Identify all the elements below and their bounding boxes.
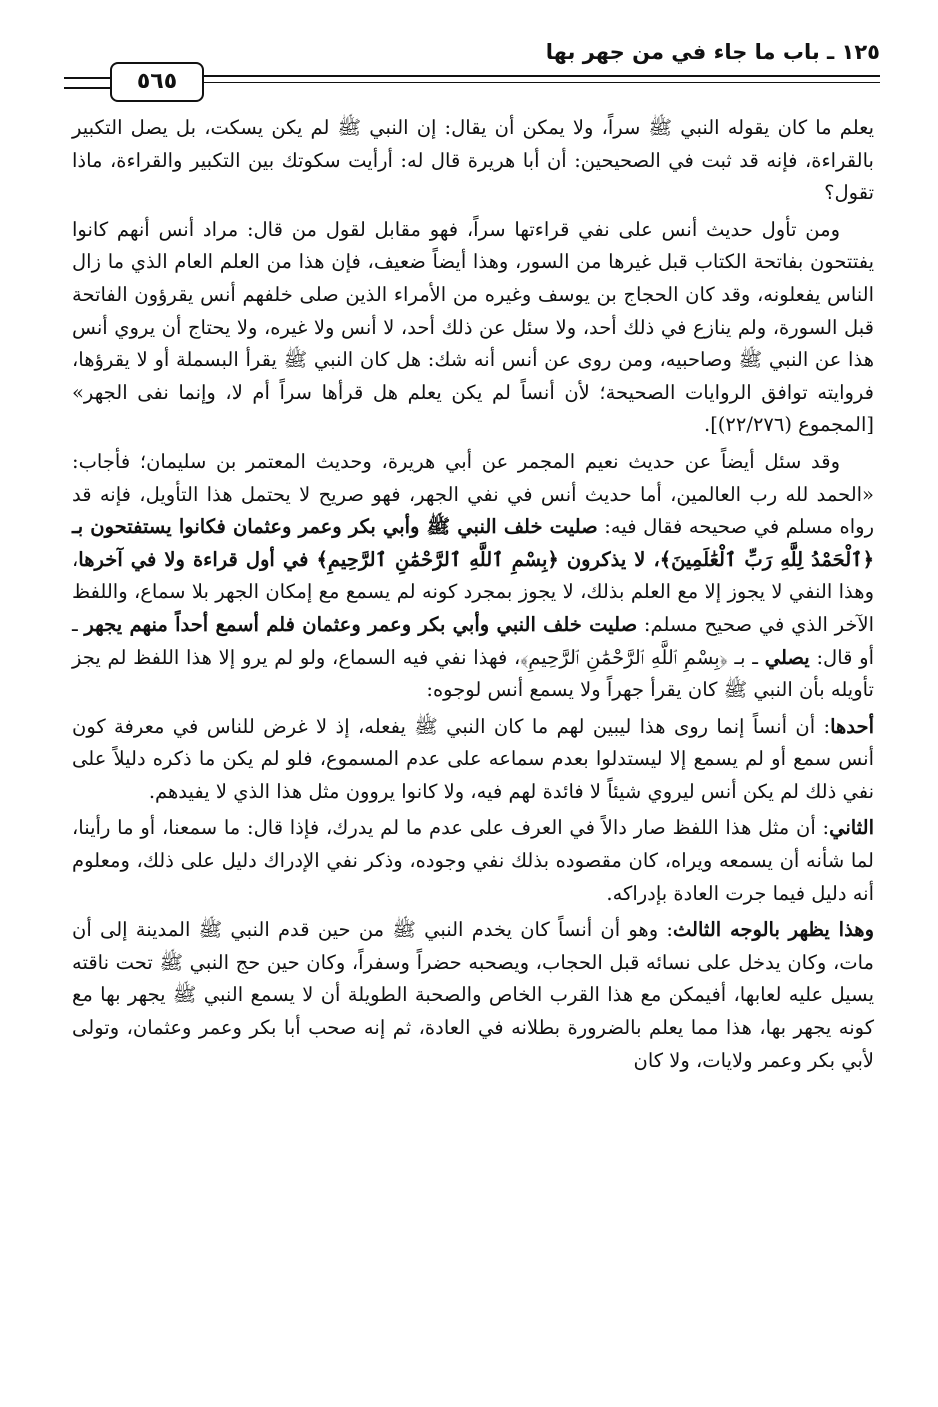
page-header [64, 40, 880, 102]
chapter-title: ١٢٥ ـ باب ما جاء في من جهر بها [545, 40, 880, 64]
text-segment: ، وهذا النفي لا يجوز إلا مع العلم بذلك، لا يجوز بمجرد كونه لم يسمع مع إمكان الجهر بلا سماع، واللفظ الآخر الذي في صحيح مسلم: [72, 547, 874, 636]
paragraph-1 [72, 112, 874, 210]
hadith-quote: يصلي [764, 645, 810, 669]
paragraph-6 [72, 914, 874, 1077]
section-heading: الثاني [829, 816, 874, 840]
hadith-quote: صليت خلف النبي ﷺ وأبي بكر وعمر وعثمان فكانوا يستفتحون بـ ﴿ٱلْحَمْدُ لِلَّهِ رَبِّ ٱلْعَٰلَمِينَ﴾، لا يذكرون ﴿بِسْمِ ٱللَّهِ ٱلرَّحْمَٰنِ ٱلرَّحِيمِ﴾ في أول قراءة ولا في آخرها [72, 515, 874, 571]
section-heading: وهذا يظهر بالوجه الثالث [672, 918, 875, 942]
paragraph-4 [72, 711, 874, 809]
text-segment: ـ أو قال: [72, 612, 875, 669]
ornament-double-line [64, 77, 110, 89]
header-rule [204, 75, 880, 83]
paragraph-3 [72, 446, 874, 707]
section-heading: أحدها [830, 714, 874, 738]
text-segment: ومن تأول حديث أنس على نفي قراءتها سراً، فهو مقابل لقول من قال: مراد أنس أنهم كانوا يفتتحون بفاتحة الكتاب قبل غيرها من السور، وهذا أيضاً ضعيف، فإن هذا من العلم العام الذي ما زال الناس يفعلونه، وقد كان الحجاج بن يوسف وغيره من الأمراء الذين صلى خلفهم أنس يقرؤون الفاتحة قبل السورة، ولم ينازع في ذلك أحد، ولا سئل عن ذلك أحد، لا أنس ولا غيره، ولا يحتاج أن يروي أنس هذا عن النبي ﷺ وصاحبيه، ومن روى عن أنس أنه شك: هل كان النبي ﷺ يقرأ البسملة أو لا يقرؤها، فروايته توافق الروايات الصحيحة؛ لأن أنساً لم يكن يعلم هل قرأها سراً أم لا، وإنما نفى الجهر» [المجموع (٢٢/٢٧٦)]. [72, 217, 874, 437]
paragraph-5 [72, 812, 874, 910]
body-text [72, 112, 874, 1081]
hadith-quote: صليت خلف النبي وأبي بكر وعمر وعثمان فلم أسمع أحداً منهم يجهر [84, 612, 638, 636]
text-segment: : أن أنساً إنما روى هذا ليبين لهم ما كان النبي ﷺ يفعله، إذ لا غرض للناس في معرفة كون أنس سمع أو لم يسمع إلا ليستدلوا بعدم سماعه على عدم المسموع، فلو لم يكن ما ذكره دليلاً على نفي ذلك لم يكن أنس ليروي شيئاً لا فائدة لهم فيه، ولا كانوا يروون مثل هذا الذي لا يفيدهم. [72, 714, 874, 803]
paragraph-2 [72, 214, 874, 442]
text-segment: ـ بـ ﴿بِسْمِ ٱللَّهِ ٱلرَّحْمَٰنِ ٱلرَّحِيمِ﴾، فهذا نفي فيه السماع، ولو لم يرو إلا هذا اللفظ لم يجز تأويله بأن النبي ﷺ كان يقرأ جهراً ولا يسمع أنس لوجوه: [72, 645, 874, 702]
text-segment: : وهو أن أنساً كان يخدم النبي ﷺ من حين قدم النبي ﷺ المدينة إلى أن مات، وكان يدخل على نسائه قبل الحجاب، ويصحبه حضراً وسفراً، وكان حين حج النبي ﷺ تحت ناقته يسيل عليه لعابها، أفيمكن مع هذا القرب الخاص والصحبة الطويلة أن لا يسمع النبي ﷺ يجهر بها مع كونه يجهر بها، هذا مما يعلم بالضرورة بطلانه في العادة، ثم إنه صحب أبا بكر وعمر وعثمان، وتولى لأبي بكر وعمر ولايات، ولا كان [72, 918, 874, 1072]
text-segment: يعلم ما كان يقوله النبي ﷺ سراً، ولا يمكن أن يقال: إن النبي ﷺ لم يكن يسكت، بل يصل التكبير بالقراءة، فإنه قد ثبت في الصحيحين: أن أبا هريرة قال له: أرأيت سكوتك بين التكبير والقراءة، ماذا تقول؟ [72, 116, 874, 205]
text-segment: وقد سئل أيضاً عن حديث نعيم المجمر عن أبي هريرة، وحديث المعتمر بن سليمان؛ فأجاب: «الحمد لله رب العالمين، أما حديث أنس في نفي الجهر، فهو صريح لا يحتمل هذا التأويل، فإنه قد رواه مسلم في صحيحه فقال فيه: [72, 449, 875, 539]
text-segment: : أن مثل هذا اللفظ صار دالاً في العرف على عدم ما لم يدرك، فإذا قال: ما سمعنا، أو ما رأينا، لما شأنه أن يسمعه ويراه، كان مقصوده بذلك نفي وجوده، وذكر نفي الإدراك دليل على ذلك، ومعلوم أنه دليل فيما جرت العادة بإدراكه. [72, 816, 874, 905]
page-number: ٥٦٥ [110, 62, 204, 102]
